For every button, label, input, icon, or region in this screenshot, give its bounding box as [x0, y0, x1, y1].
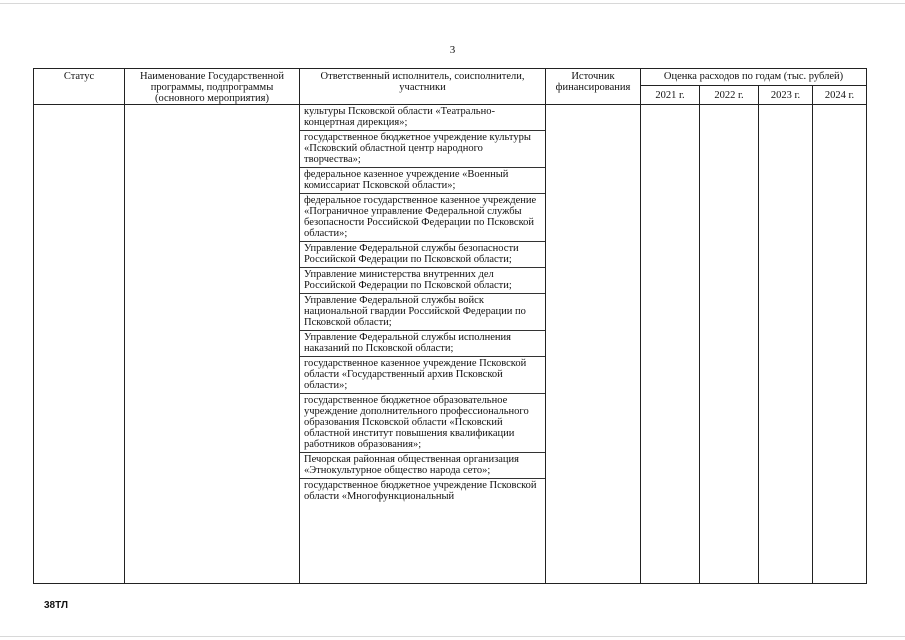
participant-entry: государственное бюджетное учреждение Псковской области «Многофункциональный: [304, 480, 537, 502]
status-cell: [34, 105, 125, 584]
header-status: Статус: [34, 69, 125, 105]
header-year-2023: 2023 г.: [759, 86, 813, 105]
value-2023-cell: [759, 105, 813, 584]
participant-entry: Управление Федеральной службы безопасности Российской Федерации по Псковской области;: [300, 242, 545, 268]
participant-entry: федеральное казенное учреждение «Военный комиссариат Псковской области»;: [300, 168, 545, 194]
value-2024-cell: [813, 105, 867, 584]
participant-entry: Управление министерства внутренних дел Российской Федерации по Псковской области;: [300, 268, 545, 294]
funding-source-cell: [546, 105, 641, 584]
header-year-2022: 2022 г.: [700, 86, 759, 105]
participant-entry: государственное бюджетное образовательное учреждение дополнительного профессионального образования Псковской области «Псковский областной институт повышения квалификации работников образования»;: [300, 394, 545, 453]
participant-entry: Управление Федеральной службы войск национальной гвардии Российской Федерации по Псковской области;: [300, 294, 545, 331]
header-cost-estimate: Оценка расходов по годам (тыс. рублей): [641, 69, 867, 86]
program-table: [33, 68, 866, 584]
participant-entry: федеральное государственное казенное учреждение «Пограничное управление Федеральной службы безопасности Российской Федерации по Псковской области»;: [300, 194, 545, 242]
program-name-cell: [125, 105, 300, 584]
footer-code: 38ТЛ: [44, 600, 68, 611]
participant-entry: культуры Псковской области «Театрально-концертная дирекция»;: [300, 105, 545, 131]
page-number: 3: [449, 44, 456, 56]
participants-cell: [300, 105, 546, 584]
header-funding-source: Источник финансирования: [546, 69, 641, 105]
header-executors: Ответственный исполнитель, соисполнители, участники: [300, 69, 546, 105]
participant-entry: Печорская районная общественная организация «Этнокультурное общество народа сето»;: [300, 453, 545, 479]
participant-entry: государственное казенное учреждение Псковской области «Государственный архив Псковской области»;: [300, 357, 545, 394]
header-program-name: Наименование Государственной программы, подпрограммы (основного мероприятия): [125, 69, 300, 105]
participant-entry: государственное бюджетное учреждение культуры «Псковский областной центр народного творчества»;: [300, 131, 545, 168]
header-year-2021: 2021 г.: [641, 86, 700, 105]
header-year-2024: 2024 г.: [813, 86, 867, 105]
value-2021-cell: [641, 105, 700, 584]
participant-entry: Управление Федеральной службы исполнения наказаний по Псковской области;: [300, 331, 545, 357]
value-2022-cell: [700, 105, 759, 584]
